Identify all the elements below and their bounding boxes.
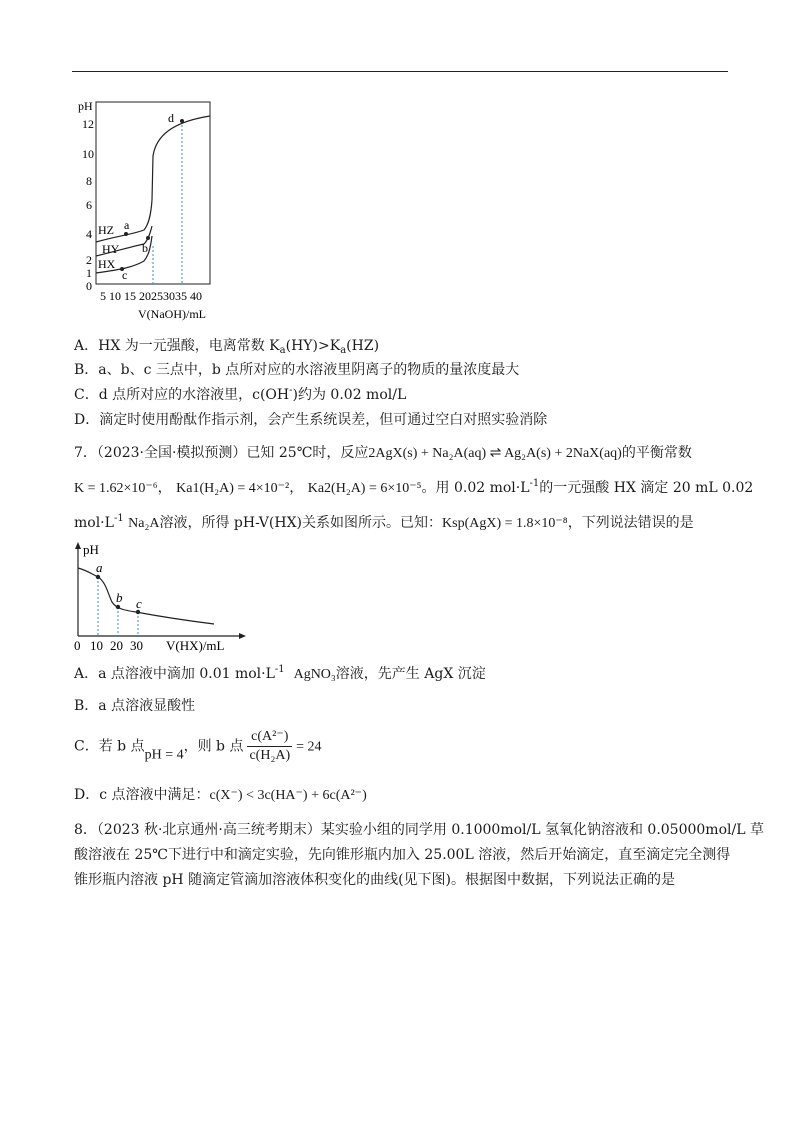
chart1-ytick: 10 xyxy=(82,147,94,161)
label-a: a xyxy=(124,218,130,232)
chart1-ytick: 2 xyxy=(86,253,92,267)
titration-chart-1 xyxy=(72,96,232,328)
chart2-point-a xyxy=(96,575,100,579)
q7-option-a: A．a 点溶液中滴加 0.01 $mol\cdot L^{-1}$ AgNO₃溶液，先产生 AgX 沉淀 xyxy=(74,664,486,682)
chart1-ytick: 0 xyxy=(86,279,92,293)
titration-chart-2 xyxy=(68,540,268,654)
label-c: c xyxy=(122,268,128,282)
chart1-xlabel: V(NaOH)/mL xyxy=(138,307,206,321)
label-hz: HZ xyxy=(98,223,114,237)
label-d: d xyxy=(168,111,174,125)
chart2-x-arrow xyxy=(239,633,246,639)
q8-stem-line1: 8．（2023 秋·北京通州·高三统考期末）某实验小组的同学用 0.1000mol/L 氢氧化钠溶液和 0.05000mol/L 草 xyxy=(74,822,764,838)
chart2-y-arrow xyxy=(75,542,81,549)
chart2-point-b xyxy=(116,605,120,609)
q8-stem-line3: 锥形瓶内溶液 pH 随滴定管滴加溶液体积变化的曲线(见下图)。根据图中数据，下列说法正确的是 xyxy=(74,872,675,888)
label-hy: HY xyxy=(102,242,120,256)
chart1-ytick: 6 xyxy=(86,198,92,212)
chart2-label-a: a xyxy=(96,560,103,575)
chart1-ytick: 1 xyxy=(86,266,92,280)
point-d xyxy=(180,119,184,123)
label-hx: HX xyxy=(98,257,116,271)
q6-option-c: C．d 点所对应的水溶液里，c(OH-)约为 0.02 mol/L xyxy=(74,385,407,403)
chart2-xlabel: V(HX)/mL xyxy=(166,638,225,653)
q7-stem-line3: $mol\cdot L^{-1}$ Na₂A溶液，所得 pH-V(HX)关系如图所示。已知：Ksp(AgX) = 1.8×10⁻⁸，下列说法错误的是 xyxy=(74,513,694,531)
fraction-numerator: c(A²⁻) xyxy=(247,728,292,747)
chart2-xtick: 10 xyxy=(90,638,103,653)
chart2-xtick: 30 xyxy=(130,638,143,653)
q8-stem-line2: 酸溶液在 25℃下进行中和滴定实验，先向锥形瓶内加入 25.00L 溶液，然后开始滴定，直至滴定完全测得 xyxy=(74,847,731,863)
q7-option-d: D．c 点溶液中满足：c(X⁻) < 3c(HA⁻) + 6c(A²⁻) xyxy=(74,787,367,803)
q7-stem-line2: K = 1.62×10⁻⁶， Ka1(H₂A) = 4×10⁻²， Ka2(H₂A) = 6×10⁻⁵。用 0.02 $mol\cdot L^{-1}$的一元强酸 HX 滴定 20 mL 0.02 xyxy=(74,478,754,496)
q7-option-c: C．若 b 点pH = 4，则 b 点 $\frac{\text{c(A²⁻)}}{\text{c(H₂A)}}$ = 24 xyxy=(74,729,322,763)
chart2-label-c: c xyxy=(136,596,142,611)
q6-option-a: A．HX 为一元强酸，电离常数 $K_a(HY)>K_a(HZ)$ xyxy=(74,338,380,356)
fraction-denominator: c(H₂A) xyxy=(249,748,291,763)
header-rule xyxy=(72,71,728,72)
chart1-xticks: 5 10 15 20253035 40 xyxy=(100,289,202,303)
q6-option-b: B．a、b、c 三点中，b 点所对应的水溶液里阴离子的物质的量浓度最大 xyxy=(74,362,520,378)
q6-option-d: D．滴定时使用酚酞作指示剂，会产生系统误差，但可通过空白对照实验消除 xyxy=(74,412,548,428)
chart1-ytick: 12 xyxy=(82,117,94,131)
chart1-ylabel: pH xyxy=(78,99,93,113)
chart2-xtick: 0 xyxy=(74,638,81,653)
point-b xyxy=(146,236,150,240)
chart1-ytick: 8 xyxy=(86,174,92,188)
q7-stem-line1: 7．（2023·全国·模拟预测）已知 25℃时，反应2AgX(s) + Na₂A(aq) ⇌ Ag₂A(s) + 2NaX(aq)的平衡常数 xyxy=(74,445,692,461)
chart1-ytick: 4 xyxy=(86,227,92,241)
chart2-xtick: 20 xyxy=(110,638,123,653)
chart2-ylabel: pH xyxy=(83,542,99,557)
q7-option-b: B．a 点溶液显酸性 xyxy=(74,698,196,714)
chart2-label-b: b xyxy=(116,590,123,605)
point-a xyxy=(124,232,128,236)
label-b: b xyxy=(142,241,148,255)
